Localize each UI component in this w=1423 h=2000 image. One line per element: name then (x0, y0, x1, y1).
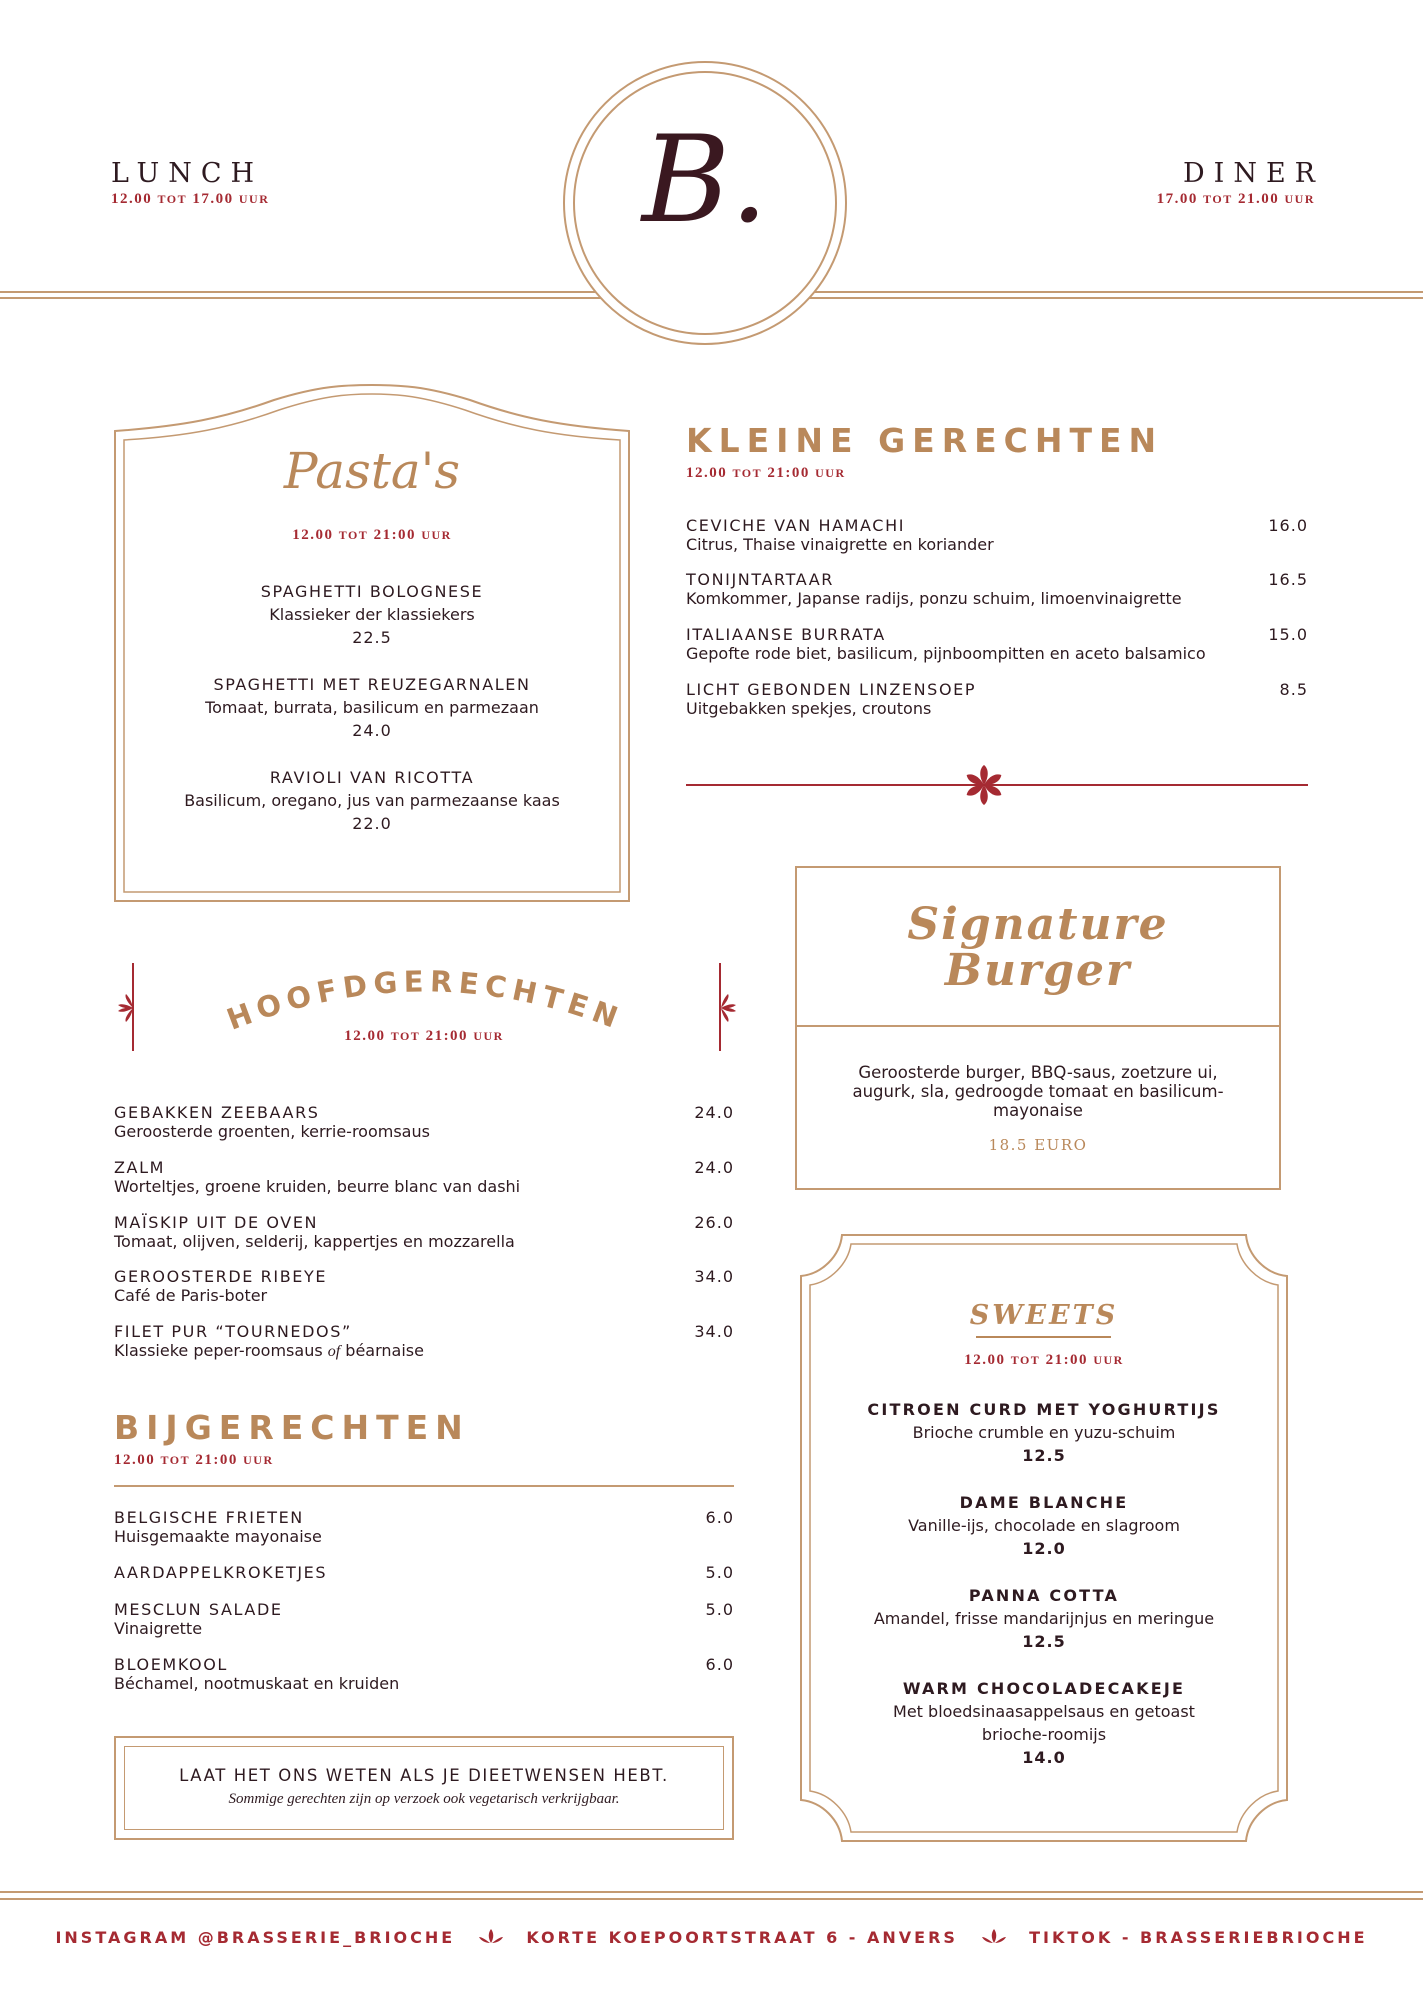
svg-text:HOOFDGERECHTEN (222, 964, 628, 1035)
menu-item: ITALIAANSE BURRATA Gepofte rode biet, basilicum, pijnboompitten en aceto balsamico 15.0 (686, 625, 1308, 663)
diner-block (1156, 158, 1324, 208)
hoofd-title-arc (210, 955, 640, 1035)
half-flower-icon (114, 993, 134, 1023)
bij-rule (114, 1485, 734, 1487)
logo-monogram: B. (641, 111, 769, 250)
menu-item: MESCLUN SALADE Vinaigrette 5.0 (114, 1600, 734, 1638)
sweets-underline (976, 1336, 1111, 1338)
tiktok-link[interactable]: TIKTOK - BRASSERIEBRIOCHE (1029, 1928, 1368, 1947)
menu-item: SPAGHETTI BOLOGNESE Klassieker der klassiekers 22.5 (260, 582, 484, 647)
flower-icon (962, 763, 1006, 807)
menu-item: ZALM Worteltjes, groene kruiden, beurre blanc van dashi 24.0 (114, 1158, 734, 1196)
fleur-icon (981, 1928, 1007, 1944)
fleur-icon (478, 1928, 504, 1944)
menu-item: LICHT GEBONDEN LINZENSOEP Uitgebakken spekjes, croutons 8.5 (686, 680, 1308, 718)
brand-logo (563, 61, 847, 345)
pastas-frame (114, 382, 630, 902)
diner-title: DINER (1183, 158, 1324, 189)
diner-hours: 17.00 TOT 21.00 UUR (1156, 191, 1315, 207)
half-flower-icon (720, 993, 740, 1023)
menu-item: GEBAKKEN ZEEBAARS Geroosterde groenten, kerrie-roomsaus 24.0 (114, 1103, 734, 1141)
menu-item: DAME BLANCHE Vanille-ijs, chocolade en slagroom 12.0 (908, 1493, 1180, 1558)
pastas-title: Pasta's (283, 442, 461, 500)
address-text: KORTE KOEPOORTSTRAAT 6 - ANVERS (526, 1928, 958, 1947)
notice-inner-border (124, 1746, 724, 1830)
menu-item: GEROOSTERDE RIBEYE Café de Paris-boter 34.0 (114, 1267, 734, 1305)
bij-hours: 12.00 TOT 21:00 UUR (114, 1452, 274, 1468)
menu-item: CITROEN CURD MET YOGHURTIJS Brioche crumble en yuzu-schuim 12.5 (867, 1400, 1221, 1465)
signature-burger-card (795, 866, 1281, 1190)
menu-item: WARM CHOCOLADECAKEJE Met bloedsinaasappelsaus en getoast brioche-roomijs 14.0 (893, 1679, 1195, 1767)
sweets-frame (800, 1234, 1288, 1842)
sweets-hours: 12.00 TOT 21:00 UUR (964, 1352, 1124, 1368)
menu-item: RAVIOLI VAN RICOTTA Basilicum, oregano, jus van parmezaanse kaas 22.0 (184, 768, 560, 833)
lunch-title: LUNCH (111, 158, 264, 189)
lunch-block (111, 158, 269, 208)
hoofd-title: HOOFDGERECHTEN (222, 964, 628, 1035)
menu-item: FILET PUR “TOURNEDOS” Klassieke peper-roomsaus of béarnaise 34.0 (114, 1322, 734, 1360)
footer-rule (0, 1891, 1423, 1900)
kleine-title: KLEINE GERECHTEN (686, 421, 1164, 460)
burger-price: 18.5 EURO (988, 1136, 1088, 1154)
burger-divider (797, 1025, 1279, 1027)
footer-contact (0, 1928, 1423, 1947)
menu-item: BELGISCHE FRIETEN Huisgemaakte mayonaise 6.0 (114, 1508, 734, 1546)
notice-main-text: LAAT HET ONS WETEN ALS JE DIEETWENSEN HEBT. (179, 1766, 669, 1785)
menu-item: TONIJNTARTAAR Komkommer, Japanse radijs, ponzu schuim, limoenvinaigrette 16.5 (686, 570, 1308, 608)
burger-description: Geroosterde burger, BBQ-saus, zoetzure ui, augurk, sla, gedroogde tomaat en basilicum-mayonaise (852, 1063, 1224, 1120)
menu-item: PANNA COTTA Amandel, frisse mandarijnjus en meringue 12.5 (873, 1586, 1215, 1651)
notice-sub-text: Sommige gerechten zijn op verzoek ook vegetarisch verkrijgbaar. (228, 1791, 620, 1807)
lunch-hours: 12.00 TOT 17.00 UUR (111, 191, 270, 207)
dietary-notice (114, 1736, 734, 1840)
menu-item: CEVICHE VAN HAMACHI Citrus, Thaise vinaigrette en koriander 16.0 (686, 516, 1308, 554)
menu-item: SPAGHETTI MET REUZEGARNALEN Tomaat, burrata, basilicum en parmezaan 24.0 (205, 675, 539, 740)
menu-item: BLOEMKOOL Béchamel, nootmuskaat en kruiden 6.0 (114, 1655, 734, 1693)
kleine-hours: 12.00 TOT 21:00 UUR (686, 465, 846, 481)
bij-title: BIJGERECHTEN (114, 1408, 470, 1447)
hoofd-hours: 12.00 TOT 21:00 UUR (344, 1028, 504, 1044)
sweets-title: SWEETS (969, 1300, 1119, 1331)
burger-title: Signature Burger (907, 899, 1169, 996)
instagram-link[interactable]: INSTAGRAM @BRASSERIE_BRIOCHE (55, 1928, 456, 1947)
menu-item: AARDAPPELKROKETJES 5.0 (114, 1563, 734, 1582)
menu-item: MAÏSKIP UIT DE OVEN Tomaat, olijven, selderij, kappertjes en mozzarella 26.0 (114, 1213, 734, 1251)
pastas-hours: 12.00 TOT 21:00 UUR (292, 527, 452, 543)
